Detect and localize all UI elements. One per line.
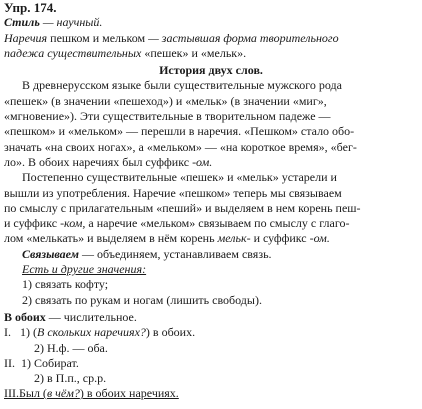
analysis-text: ) в обоих.	[145, 325, 196, 340]
paragraph-text: ло». В обоих наречиях был суффикс	[4, 154, 193, 169]
style-line	[4, 15, 418, 30]
suffix-om: -ом.	[192, 154, 213, 169]
paragraph-line: значать «на своих ногах», а «мельком» — «на короткое время», «бег-	[4, 139, 357, 154]
analysis-heading	[4, 310, 418, 325]
analysis-question: В скольких наречиях?	[37, 325, 146, 340]
paragraph-line: по смыслу с прилагательным «пеший» и выделяем в нем корень пеш-	[4, 200, 361, 215]
paragraph-1	[4, 78, 418, 170]
root-melk: мельк-	[217, 231, 251, 246]
exercise-number: Упр. 174.	[4, 0, 57, 15]
style-label: Стиль	[4, 15, 40, 30]
paragraph-line	[4, 231, 418, 246]
paragraph-line	[4, 155, 418, 170]
text-title: История двух слов.	[159, 63, 263, 78]
other-meanings-heading: Есть и другие значения:	[22, 262, 147, 277]
thesis-line-1	[4, 31, 418, 46]
paragraph-line: вышли из употребления. Наречие «пешком» теперь мы связываем	[4, 185, 342, 200]
meaning-item: 2) связать по рукам и ногам (лишить свободы).	[22, 292, 262, 307]
thesis-text: падежа существительных	[4, 45, 145, 60]
style-dash: —	[39, 15, 57, 30]
paragraph-text: лом «мелькать» и выделяем в нём корень	[4, 231, 218, 246]
thesis-text: — застывшая форма творительного	[145, 30, 339, 45]
analysis-II-1: II. 1) Собират.	[4, 355, 79, 370]
style-value: научный.	[56, 15, 103, 30]
paragraph-line: «пешком» и «мельком» — перешли в наречия. «Пешком» стало обо-	[4, 124, 355, 139]
paragraph-line: В древнерусском языке были существительные мужского рода	[22, 78, 342, 93]
svyazyvaem-line	[4, 247, 418, 262]
paragraph-text: а наречие «мельком» связываем по смыслу с глаго-	[85, 216, 350, 231]
suffix-om: -ом.	[309, 231, 330, 246]
paragraph-line: «мгновение»). Эти существительные в творительном падеже —	[4, 109, 331, 124]
analysis-question: в чём?	[46, 386, 80, 401]
thesis-nouns: «пешек» и «мельк».	[144, 45, 247, 60]
analysis-text: III.Был (	[4, 386, 47, 401]
analysis-I-2: 2) Н.ф. — оба.	[34, 340, 108, 355]
analysis-word: В обоих	[4, 309, 46, 324]
analysis-text: I. 1) (	[4, 325, 37, 340]
suffix-kom: -ком,	[60, 216, 86, 231]
thesis-line-2	[4, 46, 418, 61]
paragraph-line	[4, 216, 418, 231]
thesis-adverbs: пешком и мельком	[50, 30, 146, 45]
analysis-pos: — числительное.	[45, 309, 137, 324]
svyazyvaem-word: Связываем	[22, 246, 79, 261]
analysis-II-2: 2) в П.п., ср.р.	[34, 371, 107, 386]
paragraph-line: «пешек» (в значении «пешеход») и «мельк» (в значении «миг»,	[4, 93, 327, 108]
paragraph-2	[4, 170, 418, 246]
paragraph-line: Постепенно существительные «пешек» и «мельк» устарели и	[22, 170, 337, 185]
analysis-I-1	[4, 325, 418, 340]
paragraph-text: и суффикс	[4, 216, 61, 231]
thesis-text: Наречия	[4, 30, 51, 45]
svyazyvaem-definition: — объединяем, устанавливаем связь.	[78, 246, 272, 261]
meaning-item: 1) связать кофту;	[22, 277, 109, 292]
analysis-III	[4, 386, 418, 401]
paragraph-text: и суффикс	[250, 231, 310, 246]
analysis-text: ) в обоих наречиях.	[79, 386, 179, 401]
